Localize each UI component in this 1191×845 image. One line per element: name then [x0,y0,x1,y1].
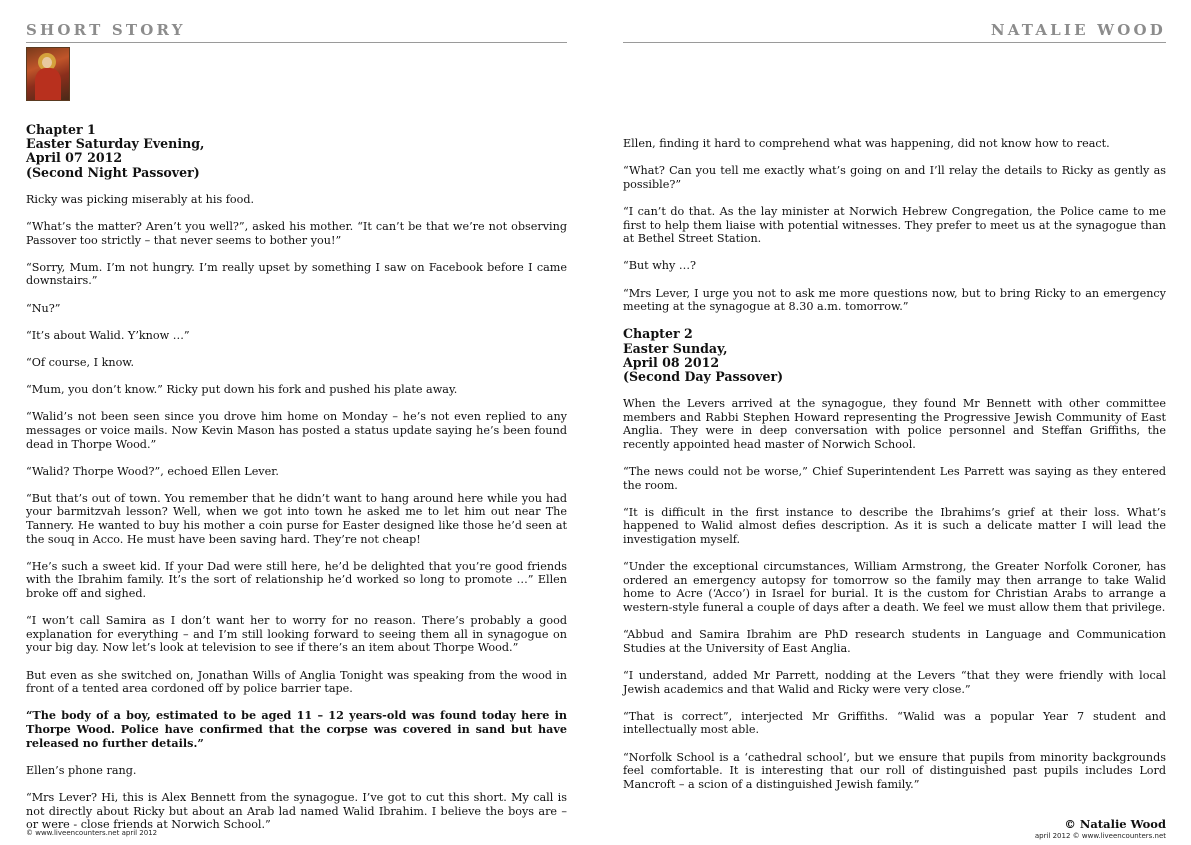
chapter-heading [623,327,1166,384]
paragraph: “Walid? Thorpe Wood?”, echoed Ellen Lever. [26,464,279,478]
paragraph: “But why …? [623,259,697,273]
chapter-subtitle: (Second Day Passover) [623,368,784,384]
paragraph: “What’s the matter? Aren’t you well?”, asked his mother. “It can’t be that we’re not observing Passover too strictly – that never seems to bother you!” [26,220,567,247]
painting-thumbnail [26,47,70,101]
left-page [26,0,567,842]
paragraph: “Of course, I know. [26,355,135,369]
header-rule [26,42,567,43]
paragraph: “Nu?” [26,301,61,315]
paragraph: “What? Can you tell me exactly what’s going on and I’ll relay the details to Ricky as gently as possible?” [623,164,1166,191]
paragraph: “It’s about Walid. Y’know …” [26,328,190,342]
footer-copyright: april 2012 © www.liveencounters.net [1034,832,1166,840]
paragraph: “Norfolk School is a ‘cathedral school’, but we ensure that pupils from minority backgrounds feel comfortable. It is interesting that our roll of distinguished past pupils includes Lord Mancroft – a scion of a distinguished Jewish family.” [623,750,1166,791]
paragraph: “Under the exceptional circumstances, William Armstrong, the Greater Norfolk Coroner, has ordered an emergency autopsy for tomorrow so the family may then arrange to take Walid home to Acre (‘Acco’) in Israel for burial. It is the custom for Christian Arabs to arrange a western-style funeral a couple of days after a death. We feel we must allow them that privilege. [623,560,1166,615]
header-rule [623,42,1166,43]
paragraph: When the Levers arrived at the synagogue, they found Mr Bennett with other committee members and Rabbi Stephen Howard representing the Progressive Jewish Community of East Anglia. They were in deep conversation with police personnel and Steffan Griffiths, the recently appointed head master of Norwich School. [623,397,1166,451]
news-quote: “The body of a boy, estimated to be aged 11 – 12 years-old was found today here in Thorpe Wood. Police have confirmed that the corpse was covered in sand but have released no further details.” [26,708,567,750]
paragraph: “Sorry, Mum. I’m not hungry. I’m really upset by something I saw on Facebook before I came downstairs.” [26,260,567,288]
paragraph: “He’s such a sweet kid. If your Dad were still here, he’d be delighted that you’re good friends with the Ibrahim family. It’s the sort of relationship he’d worked so long to promote …” Ellen broke off and sighed. [26,559,567,601]
paragraph: “Mrs Lever? Hi, this is Alex Bennett from the synagogue. I’ve got to cut this short. My call is not directly about Ricky but about an Arab lad named Walid Ibrahim. I believe the boys are – or were - close friends at Norwich School.” [26,790,567,832]
paragraph: But even as she switched on, Jonathan Wills of Anglia Tonight was speaking from the wood in front of a tented area cordoned off by police barrier tape. [26,668,567,696]
chapter-day: Easter Sunday, [623,340,728,356]
story-column-right [623,137,1166,805]
chapter-number: Chapter 2 [623,326,693,342]
section-label: SHORT STORY [26,21,186,39]
chapter-heading [26,123,567,180]
paragraph: “The news could not be worse,” Chief Superintendent Les Parrett was saying as they entered the room. [623,465,1166,492]
paragraph: “Mum, you don’t know.” Ricky put down his fork and pushed his plate away. [26,383,458,397]
author-credit: © Natalie Wood [1064,817,1166,831]
story-column-left [26,123,567,845]
paragraph: “Abbud and Samira Ibrahim are PhD research students in Language and Communication Studies at the University of East Anglia. [623,628,1166,655]
paragraph: Ricky was picking miserably at his food. [26,192,255,206]
chapter-date: April 08 2012 [623,354,720,370]
paragraph: “It is difficult in the first instance to describe the Ibrahims’s grief at their loss. What’s happened to Walid almost defies description. As it is such a delicate matter I will lead the investigation myself. [623,505,1166,547]
paragraph: Ellen’s phone rang. [26,763,137,777]
paragraph: Ellen, finding it hard to comprehend what was happening, did not know how to react. [623,137,1110,150]
paragraph: “That is correct”, interjected Mr Griffiths. “Walid was a popular Year 7 student and intellectually most able. [623,709,1166,737]
paragraph: “I won’t call Samira as I don’t want her to worry for no reason. There’s probably a good explanation for everything – and I’m still looking forward to seeing them all in synagogue on your big day. Now let’s look at television to see if there’s an item about Thorpe Wood.” [26,614,567,655]
chapter-number: Chapter 1 [26,122,96,137]
chapter-day: Easter Saturday Evening, [26,136,205,152]
paragraph: “Walid’s not been seen since you drove him home on Monday – he’s not even replied to any messages or voice mails. Now Kevin Mason has posted a status update saying he’s been found dead in Thorpe Wood.” [26,410,567,451]
chapter-date: April 07 2012 [26,150,123,166]
paragraph: “I can’t do that. As the lay minister at Norwich Hebrew Congregation, the Police came to me first to help them liaise with potential witnesses. They prefer to meet us at the synagogue than at Bethel Street Station. [623,204,1166,246]
footer-block [1035,817,1166,840]
paragraph: “Mrs Lever, I urge you not to ask me more questions now, but to bring Ricky to an emergency meeting at the synagogue at 8.30 a.m. tomorrow.” [623,286,1166,314]
right-page [623,0,1166,842]
paragraph: “I understand, added Mr Parrett, nodding at the Levers “that they were friendly with local Jewish academics and that Walid and Ricky were very close.” [623,669,1166,696]
footer-copyright: © www.liveencounters.net april 2012 [26,829,158,837]
author-label: NATALIE WOOD [990,21,1166,39]
chapter-subtitle: (Second Night Passover) [26,164,200,180]
paragraph: “But that’s out of town. You remember that he didn’t want to hang around here while you had your barmitzvah lesson? Well, when we got into town he asked me to let him out near The Tannery. He wanted to buy his mother a coin purse for Easter designed like those he’d seen at the souq in Acco. He must have been saving hard. They’re not cheap! [26,491,567,546]
